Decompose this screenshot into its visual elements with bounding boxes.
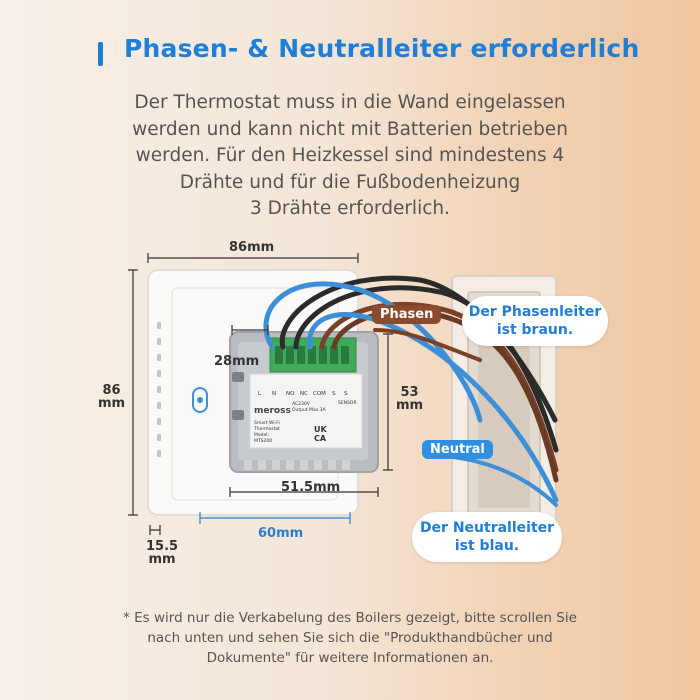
footnote-line: Dokumente" für weitere Informationen an. xyxy=(206,650,494,666)
dimension-value: 53 xyxy=(400,385,419,400)
intro-line: 3 Drähte erforderlich. xyxy=(250,198,450,219)
brand-logo: meross xyxy=(254,406,291,416)
dimension-mount-width: 60mm xyxy=(258,526,304,541)
phases-tag: Phasen xyxy=(372,305,441,324)
footnote-line: * Es wird nur die Verkabelung des Boilers gezeigt, bitte scrollen Sie xyxy=(123,610,577,626)
page-title: Phasen- & Neutralleiter erforderlich xyxy=(124,34,640,63)
product-line: Thermostat xyxy=(254,427,280,432)
rating-line: Output Max.3A xyxy=(292,408,326,413)
ukca-mark: UK xyxy=(314,425,327,434)
terminal-label: NO xyxy=(286,391,295,397)
footnote-line: nach unten und sehen Sie sich die "Produkthandbücher und xyxy=(147,630,553,646)
rating-line: AC230V xyxy=(292,402,310,407)
dimension-value: 15.5 xyxy=(146,539,179,554)
terminal-label: S xyxy=(344,391,348,397)
sensor-label: SENSOR xyxy=(338,401,357,406)
product-line: Model: xyxy=(254,433,270,438)
neutral-callout xyxy=(412,512,562,562)
neutral-tag: Neutral xyxy=(422,440,493,459)
footnote xyxy=(80,608,620,668)
intro-line: werden und kann nicht mit Batterien betrieben xyxy=(132,118,568,140)
callout-line: Der Phasenleiter xyxy=(468,304,602,320)
terminal-label: N xyxy=(272,391,277,397)
dimension-box-depth: 28mm xyxy=(214,354,260,369)
dimension-plate-depth xyxy=(146,540,178,566)
terminal-label: NC xyxy=(300,391,308,397)
dimension-box-width: 51.5mm xyxy=(281,480,341,495)
intro-line: Drähte und für die Fußbodenheizung xyxy=(179,171,521,193)
callout-line: ist braun. xyxy=(496,322,574,338)
terminal-label: S xyxy=(332,391,336,397)
callout-line: Der Neutralleiter xyxy=(419,520,555,536)
product-line: Smart Wi-Fi xyxy=(254,421,280,426)
dimension-unit: mm xyxy=(98,396,126,411)
product-line: MTS200 xyxy=(254,439,273,444)
terminal-label: L xyxy=(258,391,262,397)
phase-callout xyxy=(462,296,608,346)
dimension-plate-height xyxy=(98,384,125,410)
dimension-unit: mm xyxy=(148,552,176,567)
intro-line: Der Thermostat muss in die Wand eingelassen xyxy=(134,92,566,113)
ukca-mark: CA xyxy=(314,434,327,443)
intro-line: werden. Für den Heizkessel sind mindestens 4 xyxy=(135,145,565,166)
dimension-box-height xyxy=(396,386,423,412)
dimension-value: 86 xyxy=(102,383,121,398)
dimension-unit: mm xyxy=(396,398,424,413)
callout-line: ist blau. xyxy=(454,538,520,554)
dimension-plate-width: 86mm xyxy=(229,240,275,255)
terminal-label: COM xyxy=(313,391,326,397)
